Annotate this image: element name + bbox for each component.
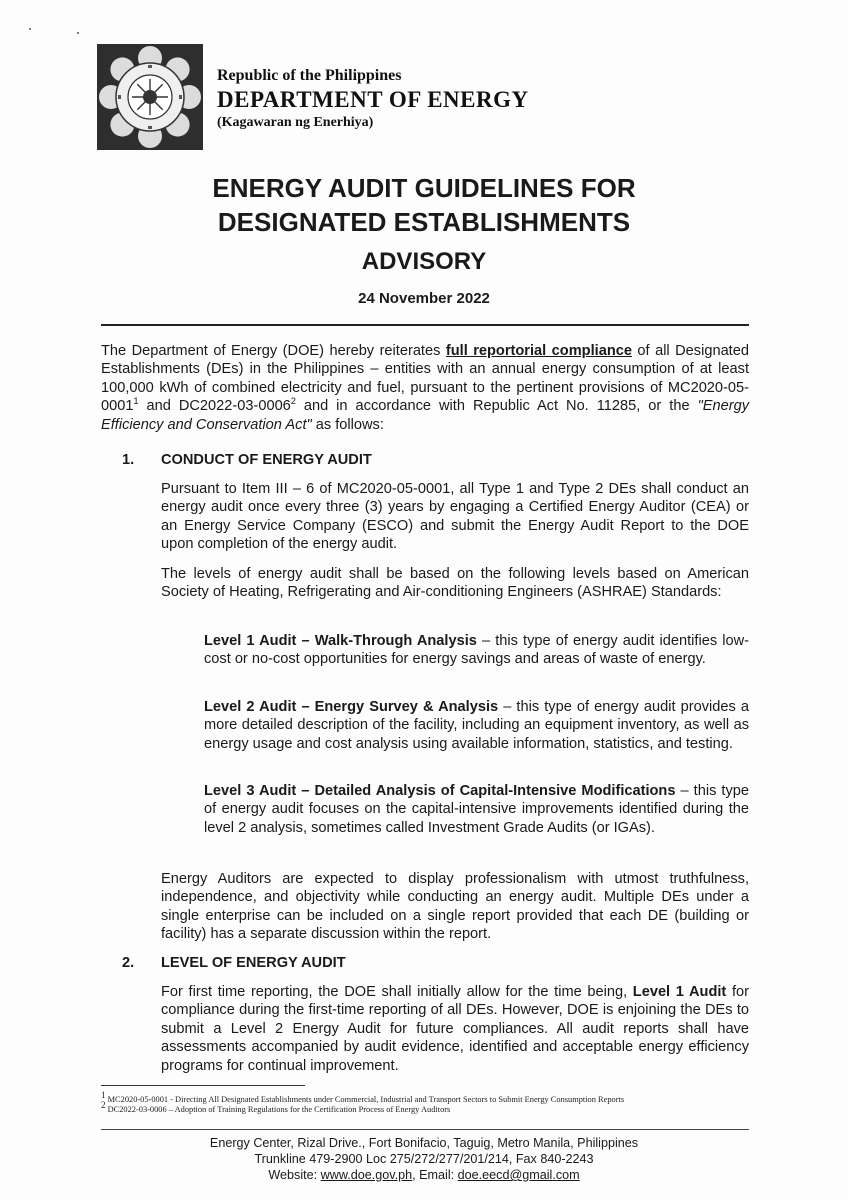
footnote-ref: 1: [133, 396, 139, 407]
footnote-divider: [101, 1085, 305, 1086]
audit-level-text: – this type of energy audit identifies low-cost or no-cost opportunities for energy savings and areas of waste of energy.: [204, 633, 749, 668]
act-name: "Energy Efficiency and Conservation Act": [101, 398, 749, 433]
doe-seal-logo: [97, 44, 203, 150]
audit-level-name: Level 3 Audit – Detailed Analysis of Capital-Intensive Modifications: [204, 783, 676, 799]
audit-level-2: [204, 698, 749, 753]
footnote-1: [101, 1090, 625, 1105]
title-line-1: ENERGY AUDIT GUIDELINES FOR: [212, 173, 636, 203]
document-title: [0, 171, 848, 239]
intro-emphasis: full reportorial compliance: [445, 343, 632, 359]
footer-divider: [101, 1129, 749, 1130]
title-line-2: DESIGNATED ESTABLISHMENTS: [217, 207, 631, 237]
intro-text: and DC2022-03-0006: [138, 398, 291, 415]
republic-label: Republic of the Philippines: [217, 67, 402, 84]
footnote-mark: 2: [101, 1100, 106, 1111]
footer-address: Energy Center, Rizal Drive., Fort Bonifacio, Taguig, Metro Manila, Philippines: [209, 1136, 639, 1150]
department-tagalog: (Kagawaran ng Enerhiya): [217, 115, 374, 130]
section-1-paragraph-3: Energy Auditors are expected to display professionalism with utmost truthfulness, independence, and objectivity while conducting an energy audit. Multiple DEs under a single enterprise can be included on a single report provided that each DE (building or facility) has a separate discussion within the report.: [161, 871, 749, 943]
intro-text: of all Designated Establishments (DEs) in the Philippines – entities with an annual energy consumption of at least 100,000 kWh of combined electricity and fuel, pursuant to the pertinent provisions of MC2020-05-0001: [101, 343, 749, 415]
intro-text: The Department of Energy (DOE) hereby reiterates: [101, 343, 446, 359]
audit-level-text: – this type of energy audit provides a more detailed description of the facility, including an equipment inventory, as well as energy usage and cost analysis using available information, statistics, and testing.: [204, 699, 749, 752]
department-name: DEPARTMENT OF ENERGY: [217, 87, 529, 112]
footer-contact: [0, 1167, 848, 1183]
advisory-date: 24 November 2022: [358, 290, 490, 307]
audit-level-name: Level 2 Audit – Energy Survey & Analysis: [204, 699, 499, 715]
agency-header: [217, 66, 529, 133]
footer-phones: Trunkline 479-2900 Loc 275/272/277/201/214, Fax 840-2243: [254, 1152, 594, 1166]
audit-level-name: Level 1 Audit – Walk-Through Analysis: [204, 633, 477, 649]
advisory-heading: ADVISORY: [361, 248, 487, 275]
audit-level-1: [204, 632, 749, 669]
section-2-paragraph: [161, 983, 749, 1075]
email-link[interactable]: doe.eecd@gmail.com: [457, 1168, 580, 1182]
section-1-paragraph-2: The levels of energy audit shall be based on the following levels based on American Society of Heating, Refrigerating and Air-conditioning Engineers (ASHRAE) Standards:: [161, 566, 749, 601]
footnote-mark: 1: [101, 1090, 106, 1101]
footnote-text: MC2020-05-0001 - Directing All Designated Establishments under Commercial, Industrial and Transport Sectors to Submit Energy Consumption Reports: [105, 1095, 625, 1104]
doe-seal-icon: [97, 44, 203, 150]
footnote-ref: 2: [290, 396, 296, 407]
intro-text: as follows:: [311, 416, 384, 433]
scan-speck: [77, 32, 79, 34]
footnote-2: [101, 1100, 451, 1115]
section-2-level: Level 1 Audit: [632, 984, 727, 1000]
website-label: Website:: [268, 1168, 321, 1182]
section-2-number: 2.: [122, 955, 135, 971]
scan-speck: [29, 28, 31, 30]
section-2-title: LEVEL OF ENERGY AUDIT: [161, 955, 346, 971]
intro-paragraph: [101, 342, 749, 434]
section-1-paragraph-1: Pursuant to Item III – 6 of MC2020-05-0001, all Type 1 and Type 2 DEs shall conduct an energy audit once every three (3) years by engaging a Certified Energy Auditor (CEA) or an Energy Service Company (ESCO) and submit the Energy Audit Report to the DOE upon completion of the energy audit.: [161, 481, 749, 553]
title-divider: [101, 324, 749, 326]
email-label: , Email:: [412, 1168, 458, 1182]
intro-text: and in accordance with Republic Act No. 11285, or the: [295, 398, 698, 415]
footnote-text: DC2022-03-0006 – Adoption of Training Regulations for the Certification Process of Energy Auditors: [105, 1105, 451, 1114]
section-2-text: for compliance during the first-time reporting of all DEs. However, DOE is enjoining the DEs to submit a Level 2 Energy Audit for future compliances. All audit reports shall have assessments accompanied by audit evidence, identified and acceptable energy efficiency programs for continual improvement.: [161, 984, 749, 1074]
website-link[interactable]: www.doe.gov.ph: [320, 1168, 413, 1182]
section-1-title: CONDUCT OF ENERGY AUDIT: [161, 452, 372, 468]
section-1-number: 1.: [122, 452, 135, 468]
audit-level-3: [204, 782, 749, 837]
audit-level-text: – this type of energy audit focuses on the capital-intensive improvements identified during the level 2 analysis, sometimes called Investment Grade Audits (or IGAs).: [204, 783, 749, 836]
section-2-text: For first time reporting, the DOE shall initially allow for the time being,: [161, 984, 633, 1000]
